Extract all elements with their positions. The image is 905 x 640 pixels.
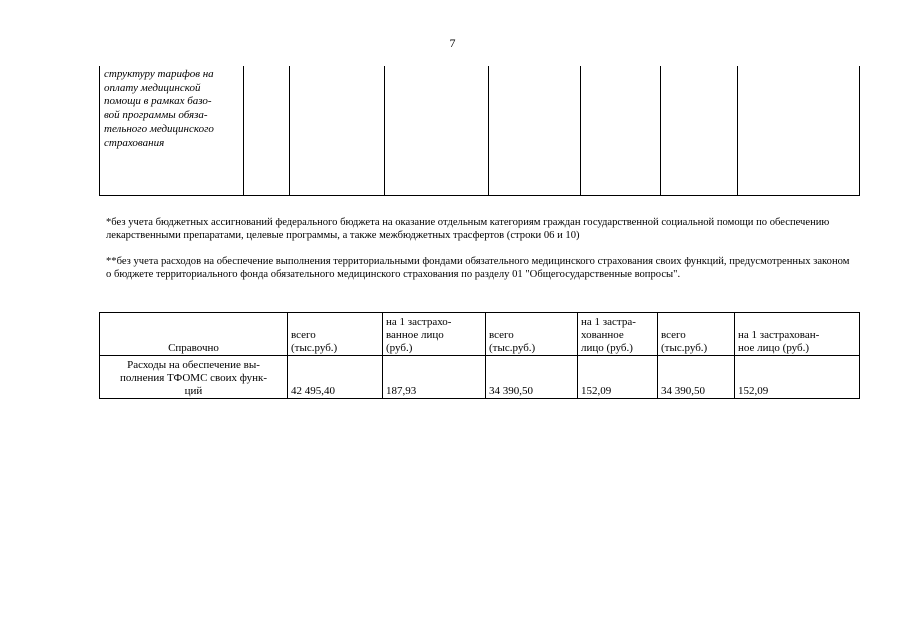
header-cell: на 1 застрахо- ванное лицо (руб.) xyxy=(383,313,486,356)
reference-table xyxy=(99,312,860,399)
value-cell: 34 390,50 xyxy=(486,356,578,399)
table-header-row xyxy=(100,313,860,356)
table-cell-empty xyxy=(489,66,581,196)
table-cell-empty xyxy=(738,66,860,196)
continued-table-fragment xyxy=(99,66,860,196)
row-label-cell: Расходы на обеспечение вы- полнения ТФОМС своих функ- ций xyxy=(100,356,288,399)
table-cell-empty xyxy=(290,66,385,196)
value-cell: 187,93 xyxy=(383,356,486,399)
header-cell: на 1 застра- хованное лицо (руб.) xyxy=(578,313,658,356)
table-cell-empty xyxy=(661,66,738,196)
value-cell: 34 390,50 xyxy=(658,356,735,399)
table-cell-description xyxy=(100,66,244,196)
tariff-structure-text: структуру тарифов на оплату медицинской помощи в рамках базо- вой программы обяза- тельного медицинского страхования xyxy=(104,68,214,149)
page-number: 7 xyxy=(449,36,456,50)
table-cell-empty xyxy=(244,66,290,196)
header-cell: на 1 застрахован- ное лицо (руб.) xyxy=(735,313,860,356)
value-cell: 42 495,40 xyxy=(288,356,383,399)
table-cell-empty xyxy=(385,66,489,196)
table-cell-empty xyxy=(581,66,661,196)
footnote-2: **без учета расходов на обеспечение выполнения территориальными фондами обязательного медицинского страхования своих функций, предусмотренных законом о бюджете территориального фонда обязательного медицинского страхования по разделу 01 "Общегосударственные вопросы". xyxy=(106,256,850,280)
header-cell: всего (тыс.руб.) xyxy=(486,313,578,356)
value-cell: 152,09 xyxy=(735,356,860,399)
header-cell: всего (тыс.руб.) xyxy=(288,313,383,356)
header-cell: Справочно xyxy=(100,313,288,356)
header-cell: всего (тыс.руб.) xyxy=(658,313,735,356)
value-cell: 152,09 xyxy=(578,356,658,399)
footnote-1: *без учета бюджетных ассигнований федерального бюджета на оказание отдельным категориям граждан государственной социальной помощи по обеспечению лекарственными препаратами, целевые программы, а также межбюджетных трасфертов (строки 06 и 10) xyxy=(106,217,830,241)
table-row xyxy=(100,356,860,399)
